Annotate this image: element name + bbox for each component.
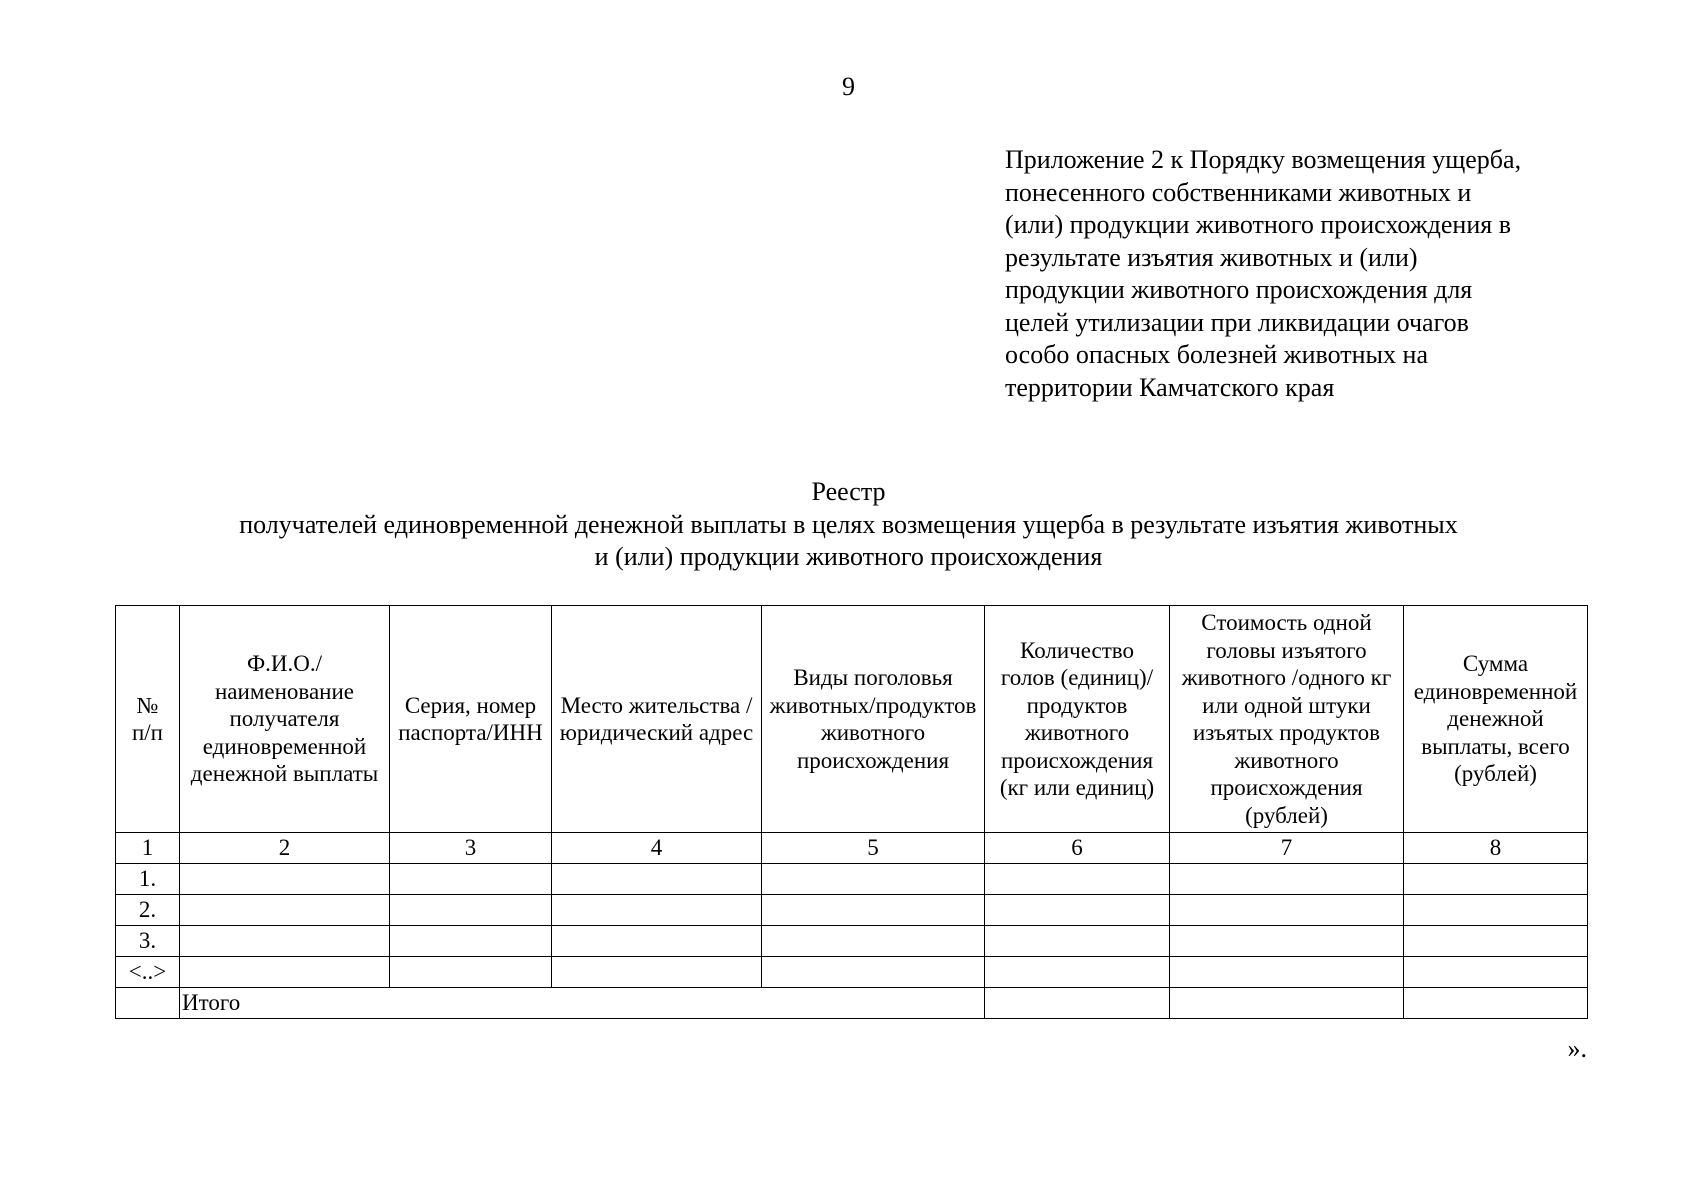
title-line-1: Реестр [811, 477, 886, 506]
table-cell [180, 926, 390, 957]
appendix-line: особо опасных болезней животных на [1005, 340, 1428, 369]
appendix-line: Приложение 2 к Порядку возмещения ущерба, [1005, 145, 1522, 174]
column-number: 5 [762, 833, 985, 864]
header-text: Виды поголовья [793, 665, 953, 690]
table-cell [985, 895, 1170, 926]
closing-quote: ». [1567, 1034, 1587, 1063]
header-text: единовременной [202, 733, 367, 759]
row-label: 3. [116, 926, 180, 957]
table-cell [762, 864, 985, 895]
table-cell [985, 926, 1170, 957]
table-cell [985, 864, 1170, 895]
appendix-line: целей утилизации при ликвидации очагов [1005, 307, 1469, 337]
header-text: Стоимость одной [1201, 610, 1372, 635]
column-number: 6 [985, 833, 1170, 864]
header-text: животного [1024, 720, 1130, 745]
header-text: наименование [215, 678, 354, 704]
header-text: животного [1234, 747, 1339, 773]
header-cell-passport [390, 606, 552, 833]
header-text: происхождения [1000, 747, 1154, 773]
table-cell [1404, 864, 1588, 895]
table-cell [116, 988, 180, 1019]
table-cell [390, 926, 552, 957]
column-number: 8 [1404, 833, 1588, 864]
table-cell [180, 957, 390, 988]
header-text: п/п [131, 720, 163, 745]
table-cell [762, 895, 985, 926]
table-cell [1404, 895, 1588, 926]
column-number: 7 [1170, 833, 1404, 864]
table-row [116, 864, 1588, 895]
appendix-line: (или) продукции животного происхождения в [1005, 210, 1511, 239]
header-text: выплаты, всего [1421, 733, 1570, 759]
header-text: животных/продуктов [769, 692, 977, 718]
table-cell [762, 926, 985, 957]
table-cell [1170, 926, 1404, 957]
column-number: 4 [552, 833, 762, 864]
header-text: получателя [229, 706, 340, 732]
column-number: 1 [116, 833, 180, 864]
header-text: происхождения [1210, 775, 1363, 800]
header-text: или одной штуки [1202, 692, 1371, 718]
header-text: головы изъятого [1206, 637, 1367, 663]
column-number-row [116, 833, 1588, 864]
table-cell [1404, 957, 1588, 988]
header-cell-total-payment [1404, 606, 1588, 833]
table-cell [180, 864, 390, 895]
header-text: паспорта/ИНН [398, 720, 543, 745]
table-cell [1170, 864, 1404, 895]
header-cell-quantity [985, 606, 1170, 833]
header-cell-number [116, 606, 180, 833]
column-number: 3 [390, 833, 552, 864]
title-line-2: получателей единовременной денежной выплаты в целях возмещения ущерба в результате изъятия животных [239, 509, 1458, 539]
header-text: (рублей) [1454, 761, 1537, 787]
header-text: животного [820, 720, 926, 745]
header-text: Место жительства / [560, 692, 753, 718]
table-cell [985, 988, 1170, 1019]
header-text: Количество [1020, 637, 1134, 663]
table-cell [1404, 988, 1588, 1019]
header-text: изъятых продуктов [1192, 720, 1381, 745]
table-cell [180, 895, 390, 926]
row-label: <..> [116, 957, 180, 988]
header-text: Серия, номер [404, 692, 537, 718]
header-text: голов (единиц)/ [1000, 665, 1154, 690]
header-text: (рублей) [1245, 802, 1328, 828]
header-text: юридический адрес [559, 720, 754, 745]
header-text: животного /одного кг [1181, 665, 1392, 690]
header-text: № [136, 692, 159, 718]
header-cell-recipient [180, 606, 390, 833]
header-text: денежной [1447, 706, 1544, 732]
header-text: происхождения [796, 747, 950, 773]
appendix-line: продукции животного происхождения для [1005, 275, 1473, 304]
document-title [0, 476, 1697, 574]
table-cell [1170, 895, 1404, 926]
table-cell [552, 895, 762, 926]
row-label: 1. [116, 864, 180, 895]
table-cell [1170, 988, 1404, 1019]
table-row [116, 957, 1588, 988]
table-row [116, 926, 1588, 957]
table-cell [1170, 957, 1404, 988]
table-cell [762, 957, 985, 988]
table-cell [985, 957, 1170, 988]
total-label: Итого [180, 988, 985, 1019]
table-cell [552, 957, 762, 988]
header-text: продуктов [1026, 692, 1128, 718]
table-cell [1404, 926, 1588, 957]
total-row [116, 988, 1588, 1019]
header-text: Ф.И.О./ [246, 651, 323, 677]
header-text: Сумма [1462, 651, 1529, 677]
table-cell [390, 895, 552, 926]
appendix-line: результате изъятия животных и (или) [1005, 242, 1418, 272]
table-cell [552, 864, 762, 895]
header-cell-address [552, 606, 762, 833]
row-label: 2. [116, 895, 180, 926]
appendix-note [1005, 144, 1605, 404]
header-cell-livestock-type [762, 606, 985, 833]
header-row [116, 606, 1588, 833]
table-row [116, 895, 1588, 926]
registry-table [115, 605, 1588, 1019]
page-number: 9 [842, 72, 855, 101]
title-line-3: и (или) продукции животного происхождения [594, 542, 1103, 571]
header-text: денежной выплаты [190, 761, 379, 787]
header-cell-unit-cost [1170, 606, 1404, 833]
header-text: единовременной [1413, 678, 1578, 704]
table-cell [390, 957, 552, 988]
table-cell [390, 864, 552, 895]
table-cell [552, 926, 762, 957]
appendix-line: понесенного собственниками животных и [1005, 177, 1472, 207]
header-text: (кг или единиц) [999, 775, 1155, 800]
appendix-line: территории Камчатского края [1005, 372, 1335, 402]
column-number: 2 [180, 833, 390, 864]
